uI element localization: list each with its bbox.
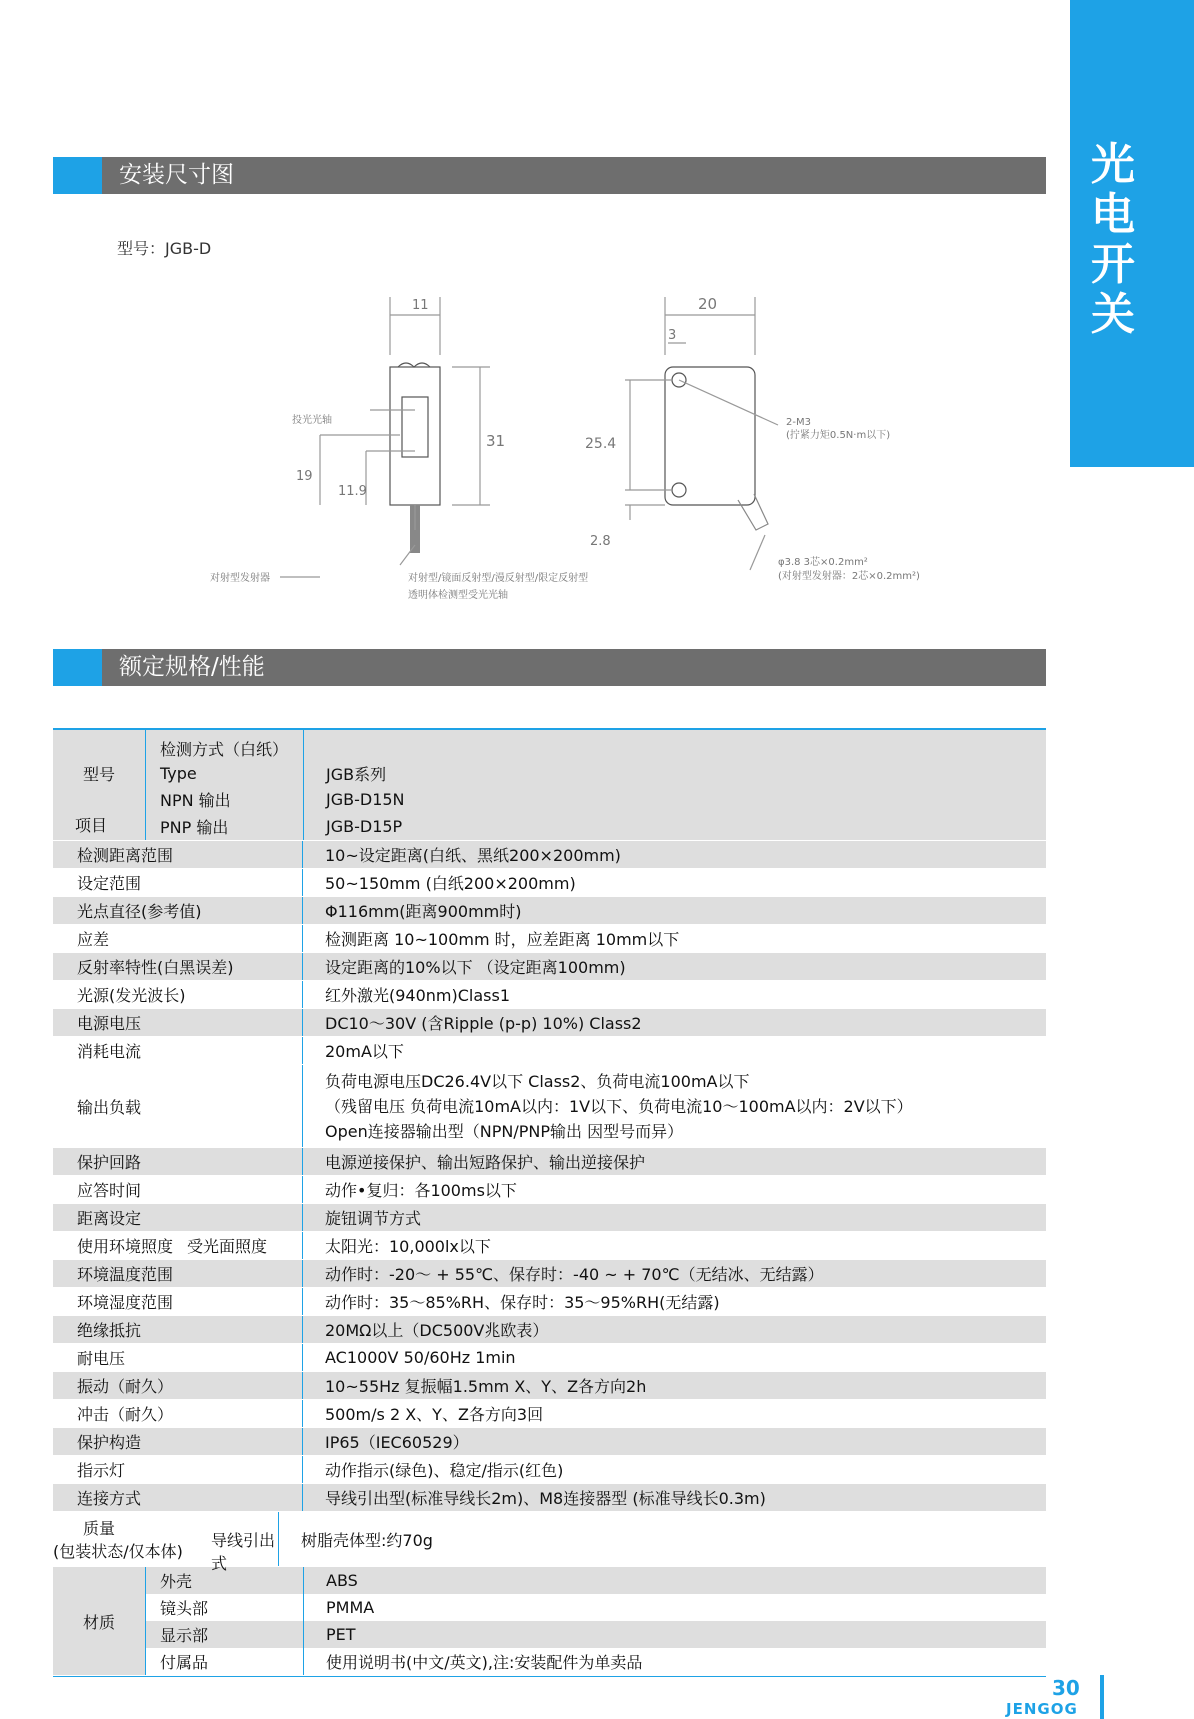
output-load-line3: Open连接器输出型（NPN/PNP输出 因型号而异） (325, 1121, 684, 1141)
row-label: 消耗电流 (53, 1037, 303, 1064)
brand-name: JENGOG (1006, 1700, 1078, 1718)
row-value: 设定距离的10%以下 （设定距离100mm) (325, 958, 626, 977)
label-emitter: 对射型发射器 (210, 573, 270, 584)
row-value: 50~150mm (白纸200×200mm) (325, 874, 576, 893)
material-part: 显示部 (146, 1621, 303, 1648)
mass-label: 质量 (82, 1519, 115, 1538)
dim-3: 3 (668, 328, 677, 343)
row-label: 电源电压 (53, 1009, 303, 1036)
table-row (53, 1484, 1046, 1512)
label-torque: (拧紧力矩0.5N·m以下) (786, 430, 891, 441)
row-value: 10~设定距离(白纸、黑纸200×200mm) (325, 846, 621, 865)
table-row (53, 1428, 1046, 1456)
row-label: 距离设定 (53, 1204, 303, 1231)
table-row (53, 1288, 1046, 1316)
row-label: 输出负载 (53, 1065, 303, 1147)
ambient-sublabel: 受光面照度 (187, 1237, 268, 1256)
spec-rows (53, 1148, 1046, 1232)
material-value: 使用说明书(中文/英文),注:安装配件为单卖品 (304, 1648, 1046, 1675)
row-value: 10~55Hz 复振幅1.5mm X、Y、Z各方向2h (325, 1377, 647, 1396)
row-label: 环境温度范围 (53, 1260, 303, 1287)
row-label: 环境湿度范围 (53, 1288, 303, 1315)
label-cable: φ3.8 3芯×0.2mm² (778, 557, 868, 568)
row-label: 应差 (53, 925, 303, 952)
table-row (53, 1204, 1046, 1232)
dim-2-8: 2.8 (590, 534, 611, 549)
dim-19: 19 (296, 469, 313, 484)
section-accent (53, 157, 102, 194)
dim-31: 31 (486, 432, 506, 450)
header-detect-mode: 检测方式（白纸） (160, 740, 289, 759)
row-value: 检测距离 10~100mm 时，应差距离 10mm以下 (325, 930, 680, 949)
dim-11: 11 (412, 298, 429, 313)
table-row (53, 1456, 1046, 1484)
label-types: 对射型/镜面反射型/漫反射型/限定反射型 (408, 573, 589, 584)
table-row (53, 925, 1046, 953)
row-label: 耐电压 (53, 1344, 303, 1371)
table-row (53, 1148, 1046, 1176)
row-value: 红外激光(940nm)Class1 (325, 986, 511, 1005)
section-header-specs (53, 649, 1046, 686)
table-row (53, 1344, 1046, 1372)
header-npn: NPN 输出 (160, 791, 231, 810)
section-accent (53, 649, 102, 686)
spec-rows (53, 1260, 1046, 1512)
table-row (53, 1316, 1046, 1344)
table-header (53, 730, 1046, 841)
row-label: 振动（耐久） (53, 1372, 303, 1399)
mass-sublabel: 导线引出式 (211, 1531, 276, 1573)
header-pnp-value: JGB-D15P (326, 817, 403, 836)
header-series: JGB系列 (326, 765, 387, 784)
material-part: 镜头部 (146, 1594, 303, 1621)
table-row-output-load (53, 1065, 1046, 1148)
label-transparent: 透明体检测型受光光轴 (408, 590, 508, 601)
label-m3: 2-M3 (786, 417, 811, 428)
row-value: 动作时：-20～ + 55℃、保存时：-40 ~ + 70℃（无结冰、无结露） (325, 1265, 824, 1284)
row-value: 电源逆接保护、输出短路保护、输出逆接保护 (325, 1153, 646, 1172)
row-value: 动作时：35～85%RH、保存时：35～95%RH(无结露) (325, 1293, 720, 1312)
material-part: 付属品 (146, 1648, 303, 1675)
row-label: 指示灯 (53, 1456, 303, 1483)
table-row (53, 1009, 1046, 1037)
header-npn-value: JGB-D15N (326, 790, 405, 809)
model-label: 型号：JGB-D (117, 239, 212, 258)
row-value: Φ116mm(距离900mm时) (325, 902, 522, 921)
table-row-ambient-light (53, 1232, 1046, 1260)
table-row (53, 1400, 1046, 1428)
ambient-label: 使用环境照度 (77, 1237, 174, 1256)
row-label: 保护构造 (53, 1428, 303, 1455)
dim-20: 20 (698, 295, 718, 313)
footer-accent-bar (1100, 1675, 1104, 1719)
table-row (53, 841, 1046, 869)
material-label: 材质 (53, 1567, 146, 1675)
table-row (53, 1260, 1046, 1288)
table-row (53, 1176, 1046, 1204)
dim-25-4: 25.4 (585, 436, 617, 452)
row-value: 20mA以下 (325, 1042, 404, 1061)
page-number: 30 (1052, 1676, 1080, 1700)
label-axis: 投光光轴 (292, 415, 332, 426)
row-value: AC1000V 50/60Hz 1min (325, 1348, 516, 1367)
row-value: IP65（IEC60529） (325, 1433, 469, 1452)
section-title: 额定规格/性能 (119, 654, 265, 680)
row-label (53, 1512, 279, 1573)
row-value: 导线引出型(标准导线长2m)、M8连接器型 (标准导线长0.3m) (325, 1489, 766, 1508)
row-label: 绝缘抵抗 (53, 1316, 303, 1343)
material-value: PMMA (304, 1594, 1046, 1621)
row-label: 保护回路 (53, 1148, 303, 1175)
row-label (53, 1232, 303, 1259)
header-pnp: PNP 输出 (160, 818, 229, 837)
table-row (53, 981, 1046, 1009)
section-header-dimensions (53, 157, 1046, 194)
table-row (53, 953, 1046, 981)
section-title: 安装尺寸图 (119, 162, 234, 188)
spec-rows (53, 841, 1046, 1065)
label-cable-emitter: (对射型发射器：2芯×0.2mm²) (778, 571, 920, 582)
row-label: 设定范围 (53, 869, 303, 896)
side-category-label: 光电开关 (1091, 139, 1135, 340)
table-row (53, 897, 1046, 925)
row-label: 光源(发光波长) (53, 981, 303, 1008)
row-label: 检测距离范围 (53, 841, 303, 868)
material-value: ABS (304, 1567, 1046, 1594)
output-load-line1: 负荷电源电压DC26.4V以下 Class2、负荷电流100mA以下 (325, 1071, 750, 1091)
row-value: 太阳光：10,000lx以下 (325, 1237, 491, 1256)
table-group-material (53, 1567, 1046, 1676)
row-label: 冲击（耐久） (53, 1400, 303, 1427)
row-value: 树脂壳体型:约70g (301, 1530, 433, 1550)
row-label: 应答时间 (53, 1176, 303, 1203)
row-value: 动作•复归：各100ms以下 (325, 1181, 517, 1200)
row-value: 20MΩ以上（DC500V兆欧表） (325, 1321, 549, 1340)
dim-11-9: 11.9 (338, 484, 367, 499)
table-row (53, 1037, 1046, 1065)
row-value: 500m/s 2 X、Y、Z各方向3回 (325, 1405, 544, 1424)
table-row (53, 869, 1046, 897)
row-value: 动作指示(绿色)、稳定/指示(红色) (325, 1461, 564, 1480)
row-label: 光点直径(参考值) (53, 897, 303, 924)
header-type: Type (160, 764, 197, 783)
output-load-line2: （残留电压 负荷电流10mA以内：1V以下、负荷电流10～100mA以内：2V以下） (325, 1096, 913, 1116)
sensor-side-view (390, 367, 440, 505)
mass-label-note: (包装状态/仅本体) (53, 1542, 183, 1561)
table-row-mass (53, 1512, 1046, 1573)
spec-table (53, 728, 1046, 1677)
row-value: 旋钮调节方式 (325, 1209, 422, 1228)
row-label: 连接方式 (53, 1484, 303, 1511)
header-item-label: 项目 (75, 816, 108, 835)
row-value: DC10～30V (含Ripple (p-p) 10%) Class2 (325, 1014, 642, 1033)
dimension-drawing (190, 285, 950, 625)
material-part: 外壳 (146, 1567, 303, 1594)
sensor-front-view (665, 367, 755, 505)
row-label: 反射率特性(白黑误差) (53, 953, 303, 980)
table-row (53, 1372, 1046, 1400)
material-value: PET (304, 1621, 1046, 1648)
header-model-label: 型号 (82, 765, 115, 784)
